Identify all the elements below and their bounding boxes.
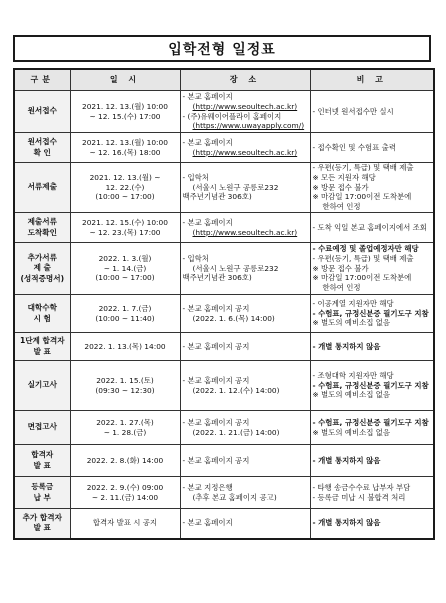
row-category-line: 등록금 <box>31 482 54 492</box>
row-remarks-line: - 타행 송금수수료 납부자 부담 <box>312 482 411 492</box>
row-place <box>180 509 310 539</box>
row-place <box>180 445 310 477</box>
row-remarks-line: ※ 모든 지원자 해당 <box>312 172 376 182</box>
row-remarks-line: ※ 별도의 예비소집 없음 <box>312 318 390 328</box>
row-category-line: 발 표 <box>33 523 51 533</box>
header-datetime: 일 시 <box>70 69 180 91</box>
row-place <box>180 333 310 361</box>
row-datetime-line: 12. 22.(수) <box>105 182 145 192</box>
table-row <box>14 133 434 163</box>
row-category <box>14 91 70 133</box>
row-datetime-line: 2022. 1. 7.(금) <box>98 303 152 313</box>
table-row <box>14 213 434 243</box>
row-category <box>14 295 70 333</box>
row-remarks <box>310 243 434 295</box>
row-category <box>14 243 70 295</box>
table-row <box>14 411 434 445</box>
header-place: 장 소 <box>180 69 310 91</box>
row-datetime-line: 2022. 1. 15.(토) <box>96 375 154 385</box>
row-category-line: 실기고사 <box>27 380 57 390</box>
row-datetime-line: ~ 12. 15.(수) 17:00 <box>89 111 161 121</box>
row-remarks-line: - 수험표, 규정신분증 필기도구 지참 <box>312 308 429 318</box>
row-place-line: - 본교 홈페이지 공지 <box>182 375 250 385</box>
row-place-line: (https://www.uwayapply.com/) <box>192 121 305 131</box>
row-place <box>180 295 310 333</box>
row-place <box>180 133 310 163</box>
row-datetime <box>70 445 180 477</box>
row-place-line: - 본교 홈페이지 <box>182 518 233 528</box>
row-datetime <box>70 509 180 539</box>
row-remarks-line: - 도착 익일 본교 홈페이지에서 조회 <box>312 222 427 232</box>
row-remarks-line: ※ 마감일 17:00이전 도착분에 <box>312 192 412 202</box>
row-place-line: - 본교 홈페이지 <box>182 217 233 227</box>
row-datetime <box>70 133 180 163</box>
table-row <box>14 509 434 539</box>
row-category <box>14 213 70 243</box>
row-datetime-line: ~ 1. 28.(금) <box>103 427 147 437</box>
row-remarks <box>310 477 434 509</box>
row-category-line: (성적증명서) <box>20 273 65 283</box>
row-datetime-line: (10:00 ~ 11:40) <box>95 313 155 323</box>
row-datetime <box>70 295 180 333</box>
row-category-line: 서류제출 <box>27 182 57 192</box>
row-datetime-line: ~ 12. 16.(목) 18:00 <box>89 147 161 157</box>
header-category: 구분 <box>14 69 70 91</box>
row-place-line: 백주년기념관 306호) <box>182 273 252 283</box>
row-place-line: - (주)유웨이어플라이 홈페이지 <box>182 111 282 121</box>
row-remarks-line: - 우편(등기, 특급) 및 택배 제출 <box>312 163 414 173</box>
row-place-line: (2022. 1. 12.(수) 14:00) <box>192 385 280 395</box>
row-place <box>180 163 310 213</box>
row-remarks-line: - 수료예정 및 졸업예정자만 해당 <box>312 244 419 254</box>
row-place-line: (2022. 1. 6.(목) 14:00) <box>192 313 275 323</box>
row-place-line: - 본교 홈페이지 <box>182 137 233 147</box>
schedule-body <box>14 91 434 539</box>
row-datetime-line: 2022. 2. 9.(수) 09:00 <box>86 482 164 492</box>
row-category <box>14 445 70 477</box>
row-datetime-line: 2021. 12. 15.(수) 10:00 <box>82 217 168 227</box>
row-place <box>180 213 310 243</box>
row-remarks-line: - 이공계열 지원자만 해당 <box>312 298 394 308</box>
row-remarks-line: ※ 별도의 예비소집 없음 <box>312 390 390 400</box>
row-place-line: - 본교 홈페이지 공지 <box>182 455 250 465</box>
row-remarks <box>310 445 434 477</box>
row-datetime <box>70 243 180 295</box>
row-datetime-line: (10:00 ~ 17:00) <box>95 192 155 202</box>
row-remarks-line: ※ 방문 접수 불가 <box>312 182 369 192</box>
row-remarks-line: - 인터넷 원서접수만 실시 <box>312 106 394 116</box>
row-datetime <box>70 477 180 509</box>
row-category-line: 원서접수 <box>27 106 57 116</box>
row-datetime-line: (10:00 ~ 17:00) <box>95 273 155 283</box>
row-datetime-line: 2022. 1. 13.(목) 14:00 <box>84 341 166 351</box>
row-place <box>180 361 310 411</box>
row-place-line: - 입학처 <box>182 172 209 182</box>
row-remarks <box>310 333 434 361</box>
row-place-line: - 입학처 <box>182 253 209 263</box>
table-row <box>14 163 434 213</box>
row-place <box>180 91 310 133</box>
row-remarks <box>310 509 434 539</box>
row-place-line: - 본교 지정은행 <box>182 482 233 492</box>
row-remarks-line: - 우편(등기, 특급) 및 택배 제출 <box>312 253 414 263</box>
row-category-line: 1단계 합격자 <box>19 336 65 346</box>
row-place-line: (서울시 노원구 공릉로232 <box>192 263 279 273</box>
row-datetime-line: 2022. 1. 3.(월) <box>98 253 152 263</box>
header-remarks: 비 고 <box>310 69 434 91</box>
row-category <box>14 361 70 411</box>
row-category-line: 납 부 <box>33 492 51 502</box>
row-remarks-line: - 수험표, 규정신분증 필기도구 지참 <box>312 380 429 390</box>
row-datetime-line: 2021. 12. 13.(월) 10:00 <box>82 137 168 147</box>
row-remarks-line: - 조형대학 지원자만 해당 <box>312 370 394 380</box>
row-remarks-line: ※ 마감일 17:00이전 도착분에 <box>312 273 412 283</box>
row-remarks-line: - 접수확인 및 수험표 출력 <box>312 142 396 152</box>
row-place-line: - 본교 홈페이지 공지 <box>182 341 250 351</box>
table-row <box>14 361 434 411</box>
row-place-line: (추후 본교 홈페이지 공고) <box>192 492 277 502</box>
row-datetime <box>70 361 180 411</box>
row-datetime-line: 2022. 1. 27.(목) <box>96 417 154 427</box>
row-datetime <box>70 213 180 243</box>
row-remarks-line: 한하여 인정 <box>322 202 361 212</box>
table-row <box>14 477 434 509</box>
row-remarks-line: - 개별 통지하지 않음 <box>312 455 381 465</box>
row-remarks <box>310 411 434 445</box>
row-category <box>14 477 70 509</box>
row-datetime <box>70 411 180 445</box>
row-category-line: 추가서류 <box>27 253 57 263</box>
row-category-line: 확 인 <box>33 147 51 157</box>
row-datetime-line: (09:30 ~ 12:30) <box>95 385 155 395</box>
schedule-table <box>13 68 435 540</box>
row-category-line: 추가 합격자 <box>22 513 62 523</box>
row-place-line: (2022. 1. 21.(금) 14:00) <box>192 427 280 437</box>
row-category <box>14 411 70 445</box>
row-place <box>180 477 310 509</box>
row-category-line: 대학수학 <box>27 303 57 313</box>
row-place-line: - 본교 홈페이지 공지 <box>182 303 250 313</box>
row-datetime <box>70 163 180 213</box>
row-category-line: 제 출 <box>33 263 51 273</box>
table-row <box>14 445 434 477</box>
row-place <box>180 243 310 295</box>
page-title: 입학전형 일정표 <box>13 35 431 62</box>
row-category-line: 발 표 <box>33 460 51 470</box>
table-row <box>14 243 434 295</box>
row-datetime-line: 합격자 발표 시 공지 <box>92 518 158 528</box>
row-remarks-line: ※ 방문 접수 불가 <box>312 263 369 273</box>
row-category-line: 면접고사 <box>27 422 57 432</box>
table-header-row <box>14 69 434 91</box>
row-datetime-line: ~ 2. 11.(금) 14:00 <box>91 492 159 502</box>
row-datetime-line: 2021. 12. 13.(월) 10:00 <box>82 101 168 111</box>
row-category-line: 도착확인 <box>27 227 57 237</box>
row-place-line: 백주년기념관 306호) <box>182 192 252 202</box>
row-place <box>180 411 310 445</box>
row-place-line: (http://www.seoultech.ac.kr) <box>192 227 298 237</box>
row-remarks-line: - 개별 통지하지 않음 <box>312 341 381 351</box>
row-remarks <box>310 295 434 333</box>
row-place-line: - 본교 홈페이지 <box>182 91 233 101</box>
table-row <box>14 295 434 333</box>
row-category-line: 시 험 <box>33 313 51 323</box>
row-remarks-line: - 등록금 미납 시 불합격 처리 <box>312 492 406 502</box>
row-category-line: 제출서류 <box>27 217 57 227</box>
table-row <box>14 91 434 133</box>
row-remarks-line: ※ 별도의 예비소집 없음 <box>312 427 390 437</box>
row-remarks-line: - 수험표, 규정신분증 필기도구 지참 <box>312 417 429 427</box>
row-category-line: 발 표 <box>33 346 51 356</box>
row-remarks <box>310 213 434 243</box>
row-category <box>14 133 70 163</box>
row-datetime <box>70 333 180 361</box>
row-datetime-line: 2022. 2. 8.(화) 14:00 <box>86 455 164 465</box>
row-place-line: (서울시 노원구 공릉로232 <box>192 182 279 192</box>
row-category-line: 합격자 <box>31 450 54 460</box>
row-category <box>14 333 70 361</box>
row-category-line: 원서접수 <box>27 137 57 147</box>
row-datetime-line: ~ 1. 14.(금) <box>103 263 147 273</box>
row-remarks <box>310 133 434 163</box>
row-remarks <box>310 361 434 411</box>
row-place-line: (http://www.seoultech.ac.kr) <box>192 147 298 157</box>
row-category <box>14 163 70 213</box>
row-category <box>14 509 70 539</box>
row-datetime <box>70 91 180 133</box>
row-place-line: - 본교 홈페이지 공지 <box>182 417 250 427</box>
row-place-line: (http://www.seoultech.ac.kr) <box>192 101 298 111</box>
row-remarks-line: - 개별 통지하지 않음 <box>312 518 381 528</box>
row-datetime-line: 2021. 12. 13.(월) ~ <box>89 172 161 182</box>
table-row <box>14 333 434 361</box>
row-remarks <box>310 163 434 213</box>
row-remarks <box>310 91 434 133</box>
row-datetime-line: ~ 12. 23.(목) 17:00 <box>89 227 161 237</box>
row-remarks-line: 한하여 인정 <box>322 283 361 293</box>
